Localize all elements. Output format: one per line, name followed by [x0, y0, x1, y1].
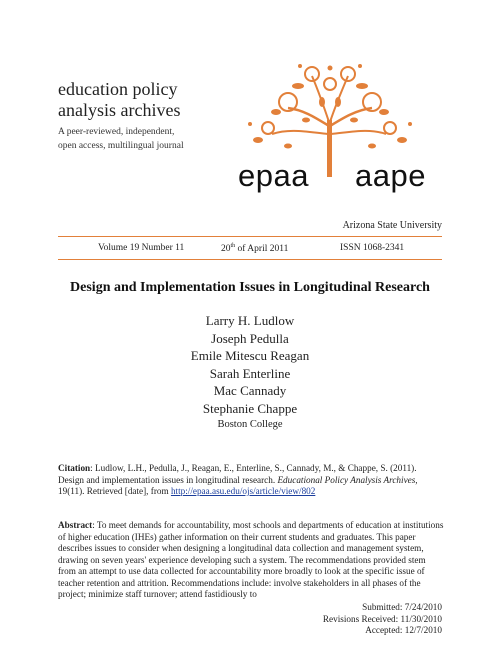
author-list	[0, 312, 500, 417]
paper-title: Design and Implementation Issues in Longitudinal Research	[70, 280, 430, 295]
issue-date	[221, 243, 288, 254]
abstract-text: : To meet demands for accountability, most schools and departments of education at institutions of higher education (IHEs) gather information on their current students and graduates. This paper describes issues to consider when designing a longitudinal data collection and management system, drawing on seven years' experience developing such a system. The recommendations provided stem from an attempt to use data collected for accountability more broadly to look at the specific issue of teacher retention and attrition. Recommendations include: involve stakeholders in all phases of the project; minimize staff turnover; attend fastidiously to	[58, 520, 444, 599]
citation-text-2: 19(11). Retrieved [date], from	[58, 486, 171, 496]
issue-rule-top	[58, 236, 442, 237]
logo-text-epaa: epaa	[238, 158, 309, 193]
abstract-label: Abstract	[58, 520, 93, 530]
journal-title-line-1: education policy	[58, 79, 178, 99]
revisions-date: Revisions Received: 11/30/2010	[322, 613, 442, 624]
citation-label: Citation	[58, 463, 91, 473]
author: Larry H. Ludlow	[205, 313, 295, 328]
submitted-date: Submitted: 7/24/2010	[362, 602, 442, 612]
issue-issn: ISSN 1068-2341	[340, 243, 405, 253]
issue-date-day: 20	[221, 244, 231, 255]
issue-volume: Volume 19 Number 11	[98, 243, 185, 253]
author: Stephanie Chappe	[202, 400, 298, 416]
author: Sarah Enterline	[209, 365, 291, 381]
author-affiliation: Boston College	[217, 419, 283, 430]
journal-tagline	[58, 125, 184, 153]
citation-text-1: : Ludlow, L.H., Pedulla, J., Reagan, E., Enterline, S., Cannady, M., & Chappe, S. (2011). Design and implementation issues in longitudinal research.	[58, 463, 417, 485]
journal-title-line-2: analysis archives	[58, 100, 181, 120]
logo-text-aape: aape	[355, 158, 426, 193]
issue-date-rest: of April 2011	[235, 244, 289, 255]
journal-title	[58, 79, 180, 121]
submission-dates	[323, 602, 442, 637]
issue-date-suffix: th	[230, 243, 236, 249]
abstract-block	[58, 520, 444, 601]
accepted-date: Accepted: 12/7/2010	[365, 625, 442, 635]
author: Emile Mitescu Reagan	[190, 348, 310, 363]
citation-url-link[interactable]: http://epaa.asu.edu/ojs/article/view/802	[170, 486, 316, 496]
issue-rule-bottom	[58, 259, 442, 260]
author: Joseph Pedulla	[211, 330, 289, 346]
citation-block	[58, 463, 444, 498]
citation-journal: Educational Policy Analysis Archives,	[277, 474, 418, 485]
journal-tagline-line-2: open access, multilingual journal	[58, 141, 184, 151]
journal-tagline-line-1: A peer-reviewed, independent,	[58, 127, 175, 137]
author: Mac Cannady	[213, 383, 287, 398]
university-name: Arizona State University	[342, 220, 442, 231]
